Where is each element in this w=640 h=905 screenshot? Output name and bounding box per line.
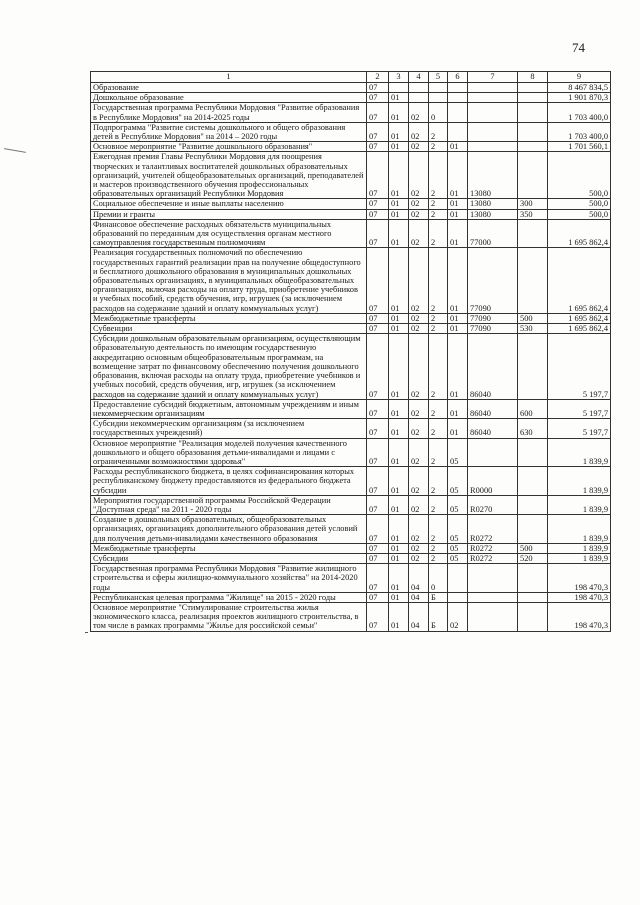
code-expense-type — [518, 438, 548, 467]
table-row — [91, 553, 611, 563]
row-amount: 500,0 — [548, 209, 611, 219]
code-activity: 01 — [448, 324, 468, 334]
header-row — [91, 72, 611, 83]
row-name: Государственная программа Республики Мордовия "Развитие жилищного строительства и сферы жилищно-коммунального хозяйства" на 2014-2020 годы — [91, 564, 367, 593]
code-section: 07 — [367, 83, 389, 93]
table-row — [91, 83, 611, 93]
table-row — [91, 209, 611, 219]
column-header: 3 — [389, 72, 409, 83]
code-section: 07 — [367, 495, 389, 514]
code-direction: 77090 — [468, 324, 518, 334]
table-row — [91, 419, 611, 438]
code-subprogram: 2 — [429, 248, 448, 313]
row-name: Финансовое обеспечение расходных обязательств муниципальных образований по переданным для осуществления органам местного самоуправления государственным полномочиям — [91, 219, 367, 248]
code-expense-type: 600 — [518, 399, 548, 418]
code-expense-type — [518, 467, 548, 496]
code-direction — [468, 83, 518, 93]
code-subsection: 01 — [389, 602, 409, 631]
code-subsection: 01 — [389, 152, 409, 199]
row-name: Образование — [91, 83, 367, 93]
code-subprogram: 2 — [429, 543, 448, 553]
code-program: 04 — [409, 564, 429, 593]
code-subsection: 01 — [389, 334, 409, 399]
table-row — [91, 515, 611, 544]
code-section: 07 — [367, 313, 389, 323]
code-subprogram: 2 — [429, 553, 448, 563]
code-direction — [468, 564, 518, 593]
code-program: 02 — [409, 199, 429, 209]
code-expense-type: 350 — [518, 209, 548, 219]
code-subprogram: 2 — [429, 324, 448, 334]
code-subsection: 01 — [389, 564, 409, 593]
code-expense-type — [518, 93, 548, 103]
code-section: 07 — [367, 602, 389, 631]
code-subsection: 01 — [389, 399, 409, 418]
code-direction — [468, 592, 518, 602]
table-row — [91, 142, 611, 152]
code-expense-type: 630 — [518, 419, 548, 438]
row-name: Расходы республиканского бюджета, в целях софинансирования которых республиканскому бюджету предоставляются из федерального бюджета субсидии — [91, 467, 367, 496]
code-program: 02 — [409, 438, 429, 467]
column-header: 7 — [468, 72, 518, 83]
code-subprogram: 0 — [429, 103, 448, 122]
row-amount: 198 470,3 — [548, 602, 611, 631]
row-amount: 500,0 — [548, 152, 611, 199]
code-subsection: 01 — [389, 592, 409, 602]
code-subprogram — [429, 93, 448, 103]
code-direction: R0272 — [468, 543, 518, 553]
column-header: 9 — [548, 72, 611, 83]
table-row — [91, 334, 611, 399]
code-subsection: 01 — [389, 209, 409, 219]
code-section: 07 — [367, 93, 389, 103]
code-program: 02 — [409, 467, 429, 496]
table-row — [91, 602, 611, 631]
code-section: 07 — [367, 515, 389, 544]
code-direction: R0272 — [468, 553, 518, 563]
row-amount: 1 695 862,4 — [548, 248, 611, 313]
code-subprogram: 2 — [429, 122, 448, 141]
code-subprogram: 2 — [429, 495, 448, 514]
row-amount: 1 703 400,0 — [548, 103, 611, 122]
code-expense-type — [518, 495, 548, 514]
table-row — [91, 248, 611, 313]
column-header: 5 — [429, 72, 448, 83]
code-subprogram: 2 — [429, 199, 448, 209]
code-program: 02 — [409, 399, 429, 418]
column-header: 2 — [367, 72, 389, 83]
row-amount: 5 197,7 — [548, 399, 611, 418]
code-expense-type — [518, 142, 548, 152]
code-subprogram: Б — [429, 602, 448, 631]
code-activity: 05 — [448, 553, 468, 563]
row-amount: 8 467 834,5 — [548, 83, 611, 93]
row-amount: 500,0 — [548, 199, 611, 209]
row-amount: 5 197,7 — [548, 334, 611, 399]
code-section: 07 — [367, 543, 389, 553]
code-expense-type — [518, 592, 548, 602]
table-row — [91, 199, 611, 209]
table-row — [91, 467, 611, 496]
code-subprogram: 2 — [429, 142, 448, 152]
code-expense-type — [518, 248, 548, 313]
code-activity — [448, 93, 468, 103]
code-section: 07 — [367, 248, 389, 313]
code-section: 07 — [367, 399, 389, 418]
row-name: Дошкольное образование — [91, 93, 367, 103]
code-program: 02 — [409, 122, 429, 141]
table-row — [91, 399, 611, 418]
code-activity — [448, 592, 468, 602]
table-row — [91, 495, 611, 514]
row-name: Субвенции — [91, 324, 367, 334]
code-direction: 13080 — [468, 209, 518, 219]
code-program: 02 — [409, 495, 429, 514]
code-subsection: 01 — [389, 419, 409, 438]
code-activity: 01 — [448, 313, 468, 323]
code-subprogram: 2 — [429, 515, 448, 544]
code-direction — [468, 142, 518, 152]
code-program: 02 — [409, 419, 429, 438]
row-name: Основное мероприятие "Стимулирование строительства жилья экономического класса, реализация проектов жилищного строительства, в том числе в рамках программы "Жилье для российской семьи" — [91, 602, 367, 631]
row-amount: 198 470,3 — [548, 564, 611, 593]
row-name: Мероприятия государственной программы Российской Федерации "Доступная среда" на 2011 - 2020 годы — [91, 495, 367, 514]
code-section: 07 — [367, 467, 389, 496]
code-program: 02 — [409, 103, 429, 122]
code-subprogram: 2 — [429, 334, 448, 399]
row-amount: 1 701 560,1 — [548, 142, 611, 152]
code-program: 02 — [409, 313, 429, 323]
row-amount: 1 839,9 — [548, 467, 611, 496]
code-activity: 01 — [448, 248, 468, 313]
row-amount: 1 839,9 — [548, 438, 611, 467]
code-expense-type: 300 — [518, 199, 548, 209]
row-name: Межбюджетные трансферты — [91, 543, 367, 553]
code-expense-type — [518, 122, 548, 141]
code-direction — [468, 103, 518, 122]
code-subprogram: 2 — [429, 209, 448, 219]
row-amount: 1 839,9 — [548, 515, 611, 544]
code-expense-type — [518, 83, 548, 93]
code-section: 07 — [367, 122, 389, 141]
code-subsection: 01 — [389, 515, 409, 544]
row-name: Субсидии некоммерческим организациям (за исключением государственных учреждений) — [91, 419, 367, 438]
code-section: 07 — [367, 219, 389, 248]
code-subprogram: 2 — [429, 438, 448, 467]
table-row — [91, 219, 611, 248]
column-header: 4 — [409, 72, 429, 83]
row-amount: 1 695 862,4 — [548, 313, 611, 323]
code-direction: R0000 — [468, 467, 518, 496]
code-program: 02 — [409, 142, 429, 152]
row-amount: 1 695 862,4 — [548, 219, 611, 248]
code-section: 07 — [367, 324, 389, 334]
table-row — [91, 122, 611, 141]
code-subprogram: 2 — [429, 399, 448, 418]
row-name: Ежегодная премия Главы Республики Мордовия для поощрения творческих и талантливых воспитателей дошкольных образовательных организаций, учителей общеобразовательных организаций, преподавателей и мастеров производственного обучения профессиональных образовательных организаций Республики Мордовия — [91, 152, 367, 199]
row-amount: 198 470,3 — [548, 592, 611, 602]
code-section: 07 — [367, 592, 389, 602]
row-name: Подпрограмма "Развитие системы дошкольного и общего образования детей в Республике Мордовия" на 2014 – 2020 годы — [91, 122, 367, 141]
row-amount: 5 197,7 — [548, 419, 611, 438]
row-name: Создание в дошкольных образовательных, общеобразовательных организациях, организациях дополнительного образования детей условий для получения детьми-инвалидами качественного образования — [91, 515, 367, 544]
code-program: 02 — [409, 152, 429, 199]
code-subprogram: Б — [429, 592, 448, 602]
code-subsection: 01 — [389, 103, 409, 122]
code-subsection: 01 — [389, 438, 409, 467]
code-program: 02 — [409, 543, 429, 553]
page-number: 74 — [572, 40, 585, 55]
code-direction: 77000 — [468, 219, 518, 248]
row-name: Предоставление субсидий бюджетным, автономным учреждениям и иным некоммерческим организациям — [91, 399, 367, 418]
code-direction: R0270 — [468, 495, 518, 514]
scan-artifact-mark — [4, 148, 26, 153]
code-subsection: 01 — [389, 93, 409, 103]
column-header: 1 — [91, 72, 367, 83]
code-program: 02 — [409, 248, 429, 313]
code-direction — [468, 438, 518, 467]
code-activity: 01 — [448, 399, 468, 418]
code-subsection: 01 — [389, 199, 409, 209]
code-subprogram: 2 — [429, 313, 448, 323]
code-activity — [448, 122, 468, 141]
code-expense-type: 520 — [518, 553, 548, 563]
code-activity: 01 — [448, 199, 468, 209]
code-expense-type — [518, 152, 548, 199]
code-activity: 05 — [448, 543, 468, 553]
table-row — [91, 543, 611, 553]
code-subprogram: 2 — [429, 419, 448, 438]
code-subsection: 01 — [389, 543, 409, 553]
table-row — [91, 438, 611, 467]
code-activity: 01 — [448, 142, 468, 152]
code-subsection — [389, 83, 409, 93]
row-name: Субсидии дошкольным образовательным организациям, осуществляющим образовательную деятельность по имеющим государственную аккредитацию основным общеобразовательным программам, на возмещение затрат по финансовому обеспечению получения дошкольного образования, включая расходы на оплату труда, приобретение учебников и учебных пособий, средств обучения, игр, игрушек (за исключением расходов на содержание зданий и оплату коммунальных услуг) — [91, 334, 367, 399]
scan-artifact-dot — [85, 632, 88, 633]
code-subsection: 01 — [389, 248, 409, 313]
code-program: 02 — [409, 324, 429, 334]
code-expense-type — [518, 602, 548, 631]
row-amount: 1 901 870,3 — [548, 93, 611, 103]
code-subprogram: 2 — [429, 219, 448, 248]
row-amount: 1 695 862,4 — [548, 324, 611, 334]
code-activity — [448, 564, 468, 593]
row-name: Субсидии — [91, 553, 367, 563]
code-activity — [448, 83, 468, 93]
code-expense-type — [518, 334, 548, 399]
table-row — [91, 564, 611, 593]
code-section: 07 — [367, 142, 389, 152]
code-activity: 01 — [448, 219, 468, 248]
row-name: Основное мероприятие "Развитие дошкольного образования" — [91, 142, 367, 152]
code-expense-type — [518, 515, 548, 544]
code-activity: 01 — [448, 334, 468, 399]
code-program: 02 — [409, 334, 429, 399]
row-name: Социальное обеспечение и иные выплаты населению — [91, 199, 367, 209]
row-name: Государственная программа Республики Мордовия "Развитие образования в Республике Мордовия" на 2014-2025 годы — [91, 103, 367, 122]
code-expense-type — [518, 219, 548, 248]
code-activity: 05 — [448, 495, 468, 514]
code-activity: 01 — [448, 209, 468, 219]
code-section: 07 — [367, 103, 389, 122]
code-subsection: 01 — [389, 467, 409, 496]
code-section: 07 — [367, 199, 389, 209]
table-row — [91, 313, 611, 323]
code-subsection: 01 — [389, 219, 409, 248]
code-direction: R0272 — [468, 515, 518, 544]
code-program — [409, 83, 429, 93]
code-section: 07 — [367, 438, 389, 467]
code-section: 07 — [367, 553, 389, 563]
code-activity: 02 — [448, 602, 468, 631]
code-program: 02 — [409, 515, 429, 544]
row-name: Республиканская целевая программа "Жилище" на 2015 - 2020 годы — [91, 592, 367, 602]
code-expense-type: 530 — [518, 324, 548, 334]
code-expense-type: 500 — [518, 543, 548, 553]
code-expense-type — [518, 103, 548, 122]
table-row — [91, 93, 611, 103]
code-subprogram: 2 — [429, 152, 448, 199]
row-amount: 1 839,9 — [548, 553, 611, 563]
code-subsection: 01 — [389, 313, 409, 323]
row-name: Реализация государственных полномочий по обеспечению государственных гарантий реализации прав на получение общедоступного и бесплатного дошкольного образования в муниципальных дошкольных образовательных организациях, в муниципальных общеобразовательных организациях, включая расходы на оплату труда, приобретение учебников и учебных пособий, средств обучения, игр, игрушек (за исключением расходов на содержание зданий и оплату коммунальных услуг) — [91, 248, 367, 313]
row-amount: 1 839,9 — [548, 495, 611, 514]
row-amount: 1 839,9 — [548, 543, 611, 553]
code-program: 04 — [409, 602, 429, 631]
code-direction — [468, 93, 518, 103]
code-direction: 86040 — [468, 419, 518, 438]
code-subsection: 01 — [389, 495, 409, 514]
code-subsection: 01 — [389, 142, 409, 152]
code-subprogram: 0 — [429, 564, 448, 593]
column-header: 6 — [448, 72, 468, 83]
code-subsection: 01 — [389, 324, 409, 334]
code-direction: 86040 — [468, 334, 518, 399]
code-program: 02 — [409, 219, 429, 248]
row-name: Межбюджетные трансферты — [91, 313, 367, 323]
table-row — [91, 324, 611, 334]
code-program: 02 — [409, 209, 429, 219]
code-direction: 13080 — [468, 199, 518, 209]
table-row — [91, 152, 611, 199]
code-section: 07 — [367, 564, 389, 593]
code-expense-type — [518, 564, 548, 593]
table-row — [91, 592, 611, 602]
code-direction: 77090 — [468, 248, 518, 313]
code-direction: 77090 — [468, 313, 518, 323]
code-section: 07 — [367, 152, 389, 199]
code-activity: 01 — [448, 419, 468, 438]
code-activity: 05 — [448, 467, 468, 496]
code-activity: 05 — [448, 515, 468, 544]
row-name: Премии и гранты — [91, 209, 367, 219]
code-direction: 13080 — [468, 152, 518, 199]
code-program: 04 — [409, 592, 429, 602]
code-section: 07 — [367, 334, 389, 399]
budget-table — [90, 71, 611, 632]
table-row — [91, 103, 611, 122]
column-header: 8 — [518, 72, 548, 83]
code-subsection: 01 — [389, 553, 409, 563]
code-subprogram: 2 — [429, 467, 448, 496]
code-direction — [468, 602, 518, 631]
code-activity: 01 — [448, 152, 468, 199]
code-program — [409, 93, 429, 103]
code-program: 02 — [409, 553, 429, 563]
code-section: 07 — [367, 419, 389, 438]
code-section: 07 — [367, 209, 389, 219]
code-subsection: 01 — [389, 122, 409, 141]
row-name: Основное мероприятие "Реализация моделей получения качественного дошкольного и общего образования детьми-инвалидами и лицами с ограниченными возможностями здоровья" — [91, 438, 367, 467]
code-activity: 05 — [448, 438, 468, 467]
code-expense-type: 500 — [518, 313, 548, 323]
code-direction — [468, 122, 518, 141]
row-amount: 1 703 400,0 — [548, 122, 611, 141]
code-subprogram — [429, 83, 448, 93]
code-activity — [448, 103, 468, 122]
code-direction: 86040 — [468, 399, 518, 418]
